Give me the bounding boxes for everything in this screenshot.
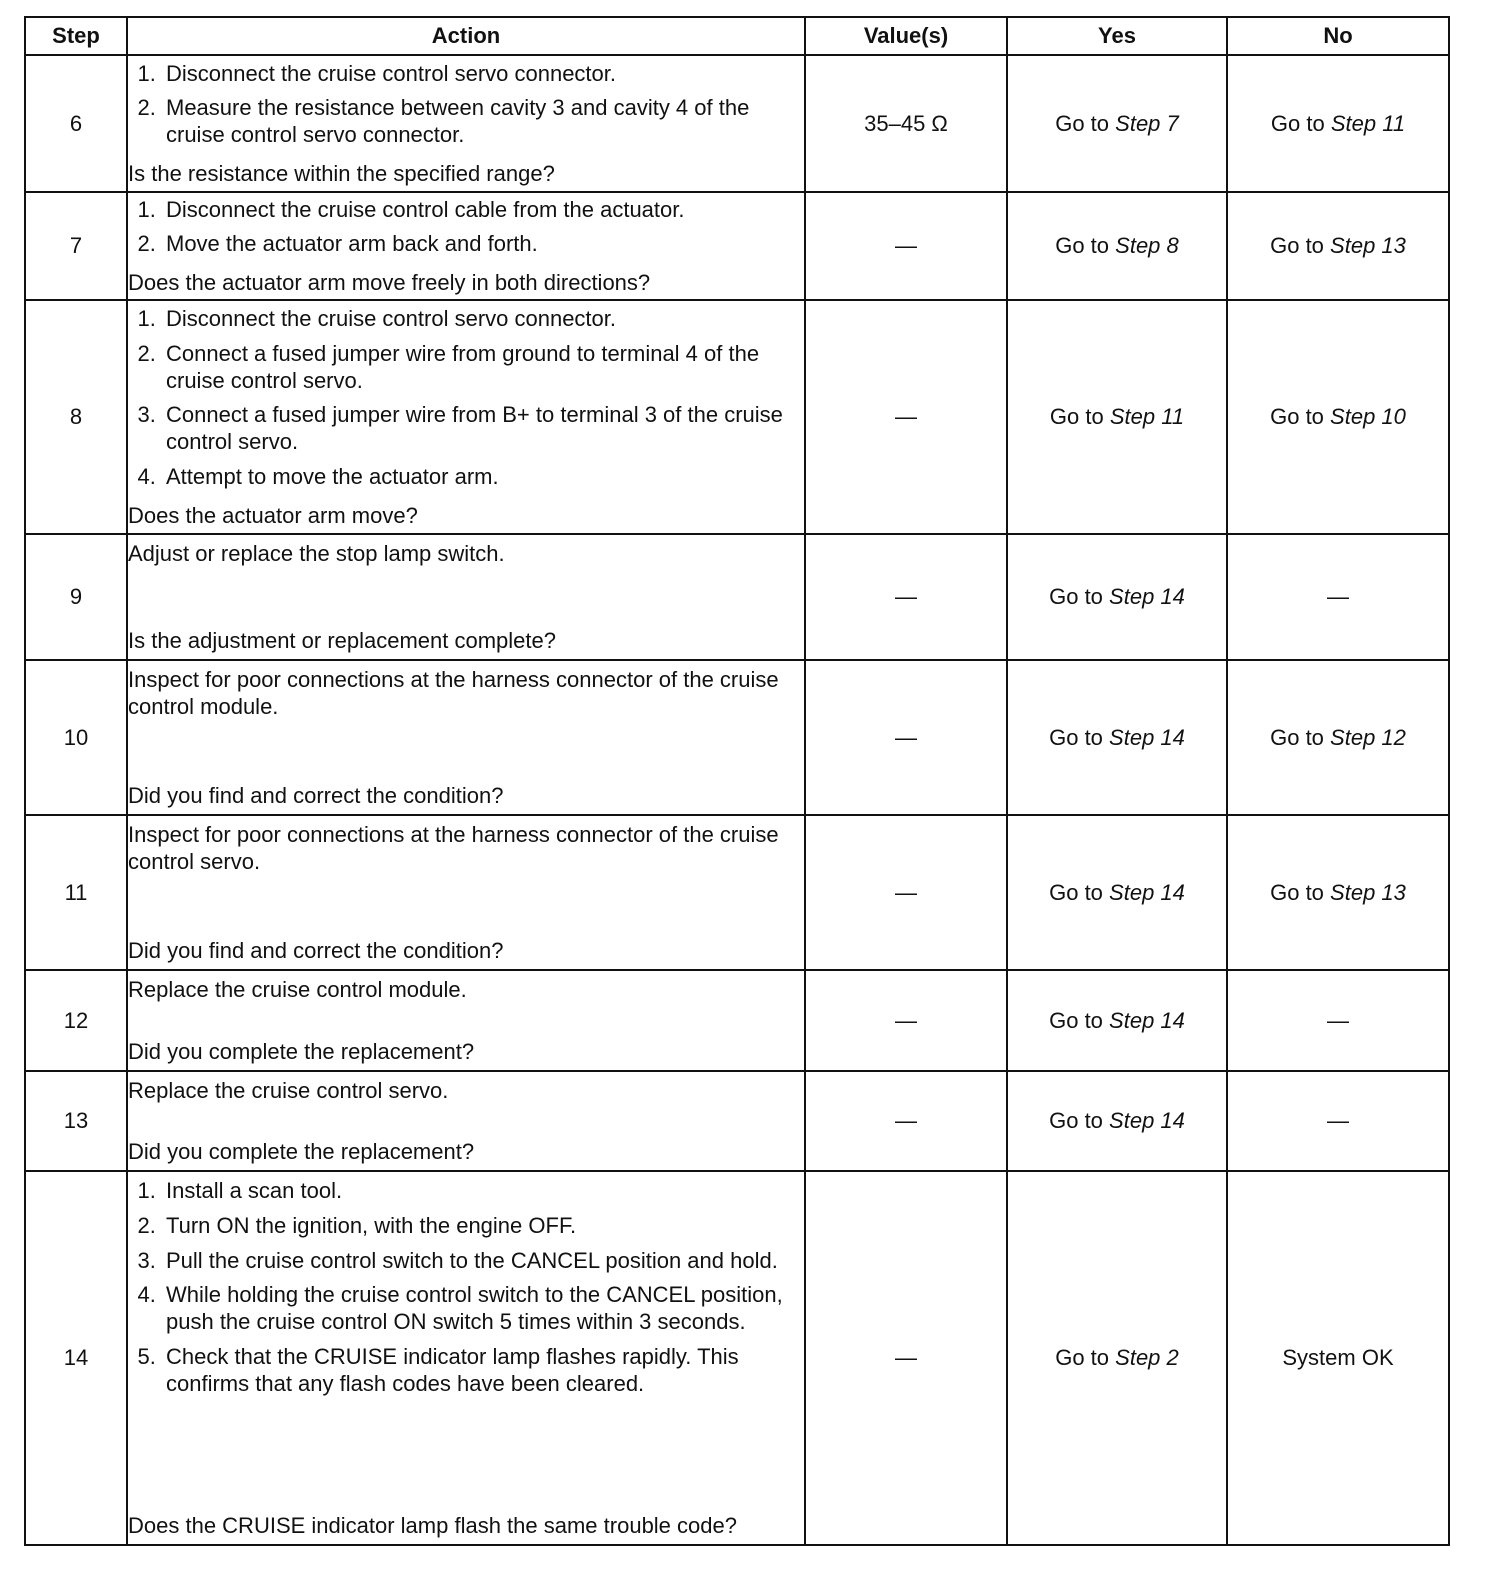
action-cell (127, 970, 805, 1071)
table-row (25, 815, 1449, 970)
yes-step-link: Step 2 (1115, 1345, 1179, 1370)
value-cell: — (805, 660, 1007, 815)
step-number: 9 (25, 534, 127, 660)
procedure-step: 1. Disconnect the cruise control servo connector. (162, 306, 804, 333)
yes-step-link: Step 8 (1115, 233, 1179, 258)
yes-goto-label: Go to (1055, 1345, 1110, 1370)
procedure-step: 1. Disconnect the cruise control cable from the actuator. (162, 197, 804, 224)
procedure-step: 2. Measure the resistance between cavity 3 and cavity 4 of the cruise control servo connector. (162, 95, 804, 149)
action-body (128, 197, 804, 267)
no-result-text: — (1327, 1007, 1349, 1033)
no-goto-label: Go to (1270, 404, 1324, 429)
yes-step-link: Step 7 (1115, 110, 1179, 136)
action-content (128, 977, 804, 1064)
action-cell (127, 660, 805, 815)
procedure-step: 5. Check that the CRUISE indicator lamp flashes rapidly. This confirms that any flash codes have been cleared. (162, 1344, 804, 1398)
yes-step-link: Step 14 (1109, 1108, 1185, 1133)
value-cell: — (805, 1071, 1007, 1171)
table-row (25, 970, 1449, 1071)
procedure-list (128, 61, 804, 149)
header-action: Action (127, 17, 805, 55)
no-goto-label: Go to (1270, 233, 1324, 258)
table-row (25, 300, 1449, 534)
procedure-step: 2. Turn ON the ignition, with the engine OFF. (162, 1213, 804, 1240)
action-body (128, 977, 804, 1004)
yes-cell (1007, 534, 1227, 660)
value-cell: — (805, 192, 1007, 300)
yes-step-link: Step 14 (1109, 584, 1185, 609)
no-cell (1227, 55, 1449, 192)
yes-step-link: Step 14 (1109, 879, 1185, 905)
table-row (25, 1071, 1449, 1171)
procedure-step: 2. Connect a fused jumper wire from ground to terminal 4 of the cruise control servo. (162, 341, 804, 395)
instruction-text: Inspect for poor connections at the harness connector of the cruise control module. (128, 667, 779, 719)
yes-goto-label: Go to (1049, 1108, 1103, 1133)
action-body (128, 822, 804, 876)
yes-cell (1007, 1071, 1227, 1171)
no-cell (1227, 815, 1449, 970)
yes-step-link: Step 14 (1109, 1007, 1185, 1033)
question-text: Does the actuator arm move freely in both directions? (128, 270, 651, 296)
no-step-link: Step 11 (1330, 110, 1406, 136)
no-cell (1227, 1171, 1449, 1545)
no-goto-label: Go to (1270, 724, 1324, 750)
action-cell (127, 300, 805, 534)
instruction-text: Adjust or replace the stop lamp switch. (128, 541, 505, 566)
action-body (128, 61, 804, 157)
value-cell: 35–45 Ω (805, 55, 1007, 192)
value-cell: — (805, 815, 1007, 970)
no-step-link: Step 12 (1330, 724, 1406, 750)
question-text: Is the resistance within the specified range? (128, 161, 555, 187)
step-number: 13 (25, 1071, 127, 1171)
action-cell (127, 534, 805, 660)
yes-goto-label: Go to (1049, 879, 1103, 905)
action-content (128, 197, 804, 296)
no-cell (1227, 1071, 1449, 1171)
procedure-step: 1. Install a scan tool. (162, 1178, 804, 1205)
action-body (128, 667, 804, 721)
procedure-step: 2. Move the actuator arm back and forth. (162, 231, 804, 258)
yes-goto-label: Go to (1049, 584, 1103, 609)
action-body (128, 1178, 804, 1406)
action-content (128, 1178, 804, 1538)
header-yes: Yes (1007, 17, 1227, 55)
no-step-link: Step 13 (1330, 879, 1406, 905)
instruction-text: Inspect for poor connections at the harness connector of the cruise control servo. (128, 822, 779, 874)
yes-cell (1007, 192, 1227, 300)
yes-goto-label: Go to (1055, 110, 1110, 136)
yes-cell (1007, 660, 1227, 815)
no-result-text: System OK (1282, 1345, 1394, 1370)
yes-cell (1007, 300, 1227, 534)
no-cell (1227, 660, 1449, 815)
action-cell (127, 192, 805, 300)
no-step-link: Step 10 (1330, 404, 1406, 429)
action-cell (127, 1171, 805, 1545)
question-text: Is the adjustment or replacement complete? (128, 627, 557, 653)
step-number: 10 (25, 660, 127, 815)
value-cell: — (805, 970, 1007, 1071)
value-cell: — (805, 300, 1007, 534)
yes-cell (1007, 970, 1227, 1071)
step-number: 12 (25, 970, 127, 1071)
no-cell (1227, 300, 1449, 534)
procedure-step: 3. Pull the cruise control switch to the CANCEL position and hold. (162, 1248, 804, 1275)
yes-cell (1007, 815, 1227, 970)
instruction-text: Replace the cruise control servo. (128, 1078, 449, 1103)
yes-goto-label: Go to (1049, 1007, 1103, 1033)
question-text: Did you find and correct the condition? (128, 782, 504, 808)
no-cell (1227, 192, 1449, 300)
question-text: Did you complete the replacement? (128, 1038, 475, 1064)
procedure-step: 4. Attempt to move the actuator arm. (162, 464, 804, 491)
step-number: 7 (25, 192, 127, 300)
table-row (25, 192, 1449, 300)
table-body (25, 55, 1449, 1545)
procedure-list (128, 197, 804, 259)
yes-goto-label: Go to (1049, 404, 1104, 429)
instruction-text: Replace the cruise control module. (128, 977, 467, 1002)
table-row (25, 534, 1449, 660)
action-cell (127, 55, 805, 192)
header-no: No (1227, 17, 1449, 55)
yes-cell (1007, 1171, 1227, 1545)
question-text: Does the actuator arm move? (128, 502, 418, 528)
procedure-list (128, 306, 804, 491)
action-cell (127, 1071, 805, 1171)
value-cell: — (805, 1171, 1007, 1545)
action-content (128, 822, 804, 963)
question-text: Does the CRUISE indicator lamp flash the same trouble code? (128, 1512, 737, 1538)
table-row (25, 1171, 1449, 1545)
action-body (128, 1078, 804, 1105)
step-number: 6 (25, 55, 127, 192)
yes-step-link: Step 14 (1109, 724, 1185, 750)
action-body (128, 306, 804, 499)
no-cell (1227, 534, 1449, 660)
action-content (128, 667, 804, 808)
step-number: 8 (25, 300, 127, 534)
yes-cell (1007, 55, 1227, 192)
action-content (128, 1078, 804, 1164)
step-number: 14 (25, 1171, 127, 1545)
yes-goto-label: Go to (1055, 233, 1110, 258)
action-cell (127, 815, 805, 970)
diagnostic-table (24, 16, 1450, 1546)
header-step: Step (25, 17, 127, 55)
procedure-step: 1. Disconnect the cruise control servo connector. (162, 61, 804, 88)
step-number: 11 (25, 815, 127, 970)
action-content (128, 541, 804, 653)
table-row (25, 660, 1449, 815)
procedure-step: 4. While holding the cruise control switch to the CANCEL position, push the cruise control ON switch 5 times within 3 seconds. (162, 1282, 804, 1336)
no-goto-label: Go to (1270, 110, 1325, 136)
value-cell: — (805, 534, 1007, 660)
action-content (128, 61, 804, 187)
no-cell (1227, 970, 1449, 1071)
procedure-list (128, 1178, 804, 1398)
table-row (25, 55, 1449, 192)
yes-step-link: Step 11 (1109, 404, 1185, 429)
yes-goto-label: Go to (1049, 724, 1103, 750)
header-row (25, 17, 1449, 55)
question-text: Did you find and correct the condition? (128, 937, 504, 963)
no-goto-label: Go to (1270, 879, 1324, 905)
no-result-text: — (1327, 584, 1349, 609)
action-body (128, 541, 804, 568)
action-content (128, 306, 804, 528)
header-values: Value(s) (805, 17, 1007, 55)
question-text: Did you complete the replacement? (128, 1138, 475, 1164)
no-result-text: — (1327, 1108, 1349, 1133)
procedure-step: 3. Connect a fused jumper wire from B+ to terminal 3 of the cruise control servo. (162, 402, 804, 456)
no-step-link: Step 13 (1330, 233, 1406, 258)
